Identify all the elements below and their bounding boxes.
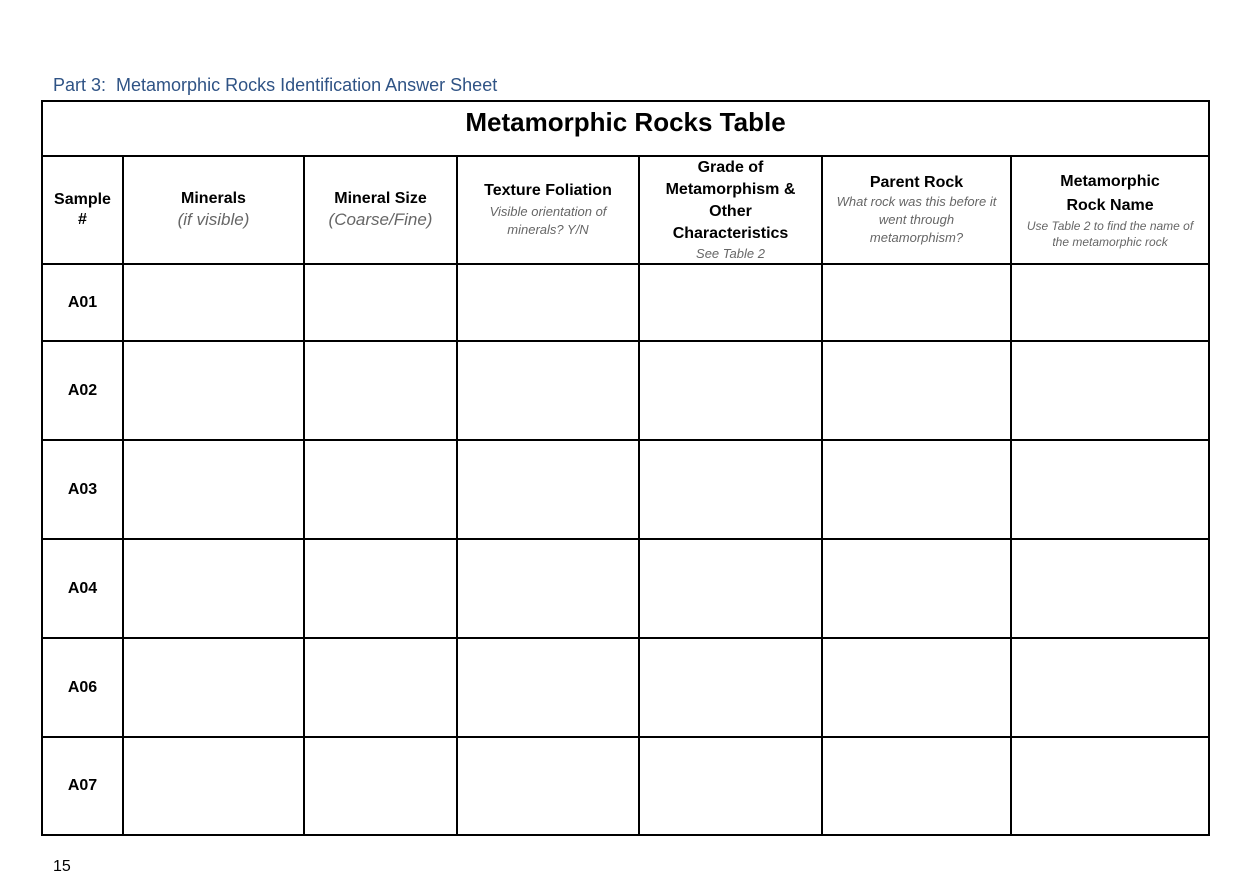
parent-rock-cell[interactable] [822, 539, 1011, 638]
rock-name-cell[interactable] [1011, 341, 1209, 440]
sample-id-cell: A02 [42, 341, 123, 440]
column-subtitle-minerals: (if visible) [177, 210, 250, 229]
grade-cell[interactable] [639, 737, 822, 835]
minerals-cell[interactable] [123, 440, 304, 539]
mineral-size-cell[interactable] [304, 737, 457, 835]
texture-cell[interactable] [457, 539, 639, 638]
rock-name-cell[interactable] [1011, 539, 1209, 638]
texture-cell[interactable] [457, 264, 639, 341]
grade-cell[interactable] [639, 638, 822, 737]
sample-id-cell: A04 [42, 539, 123, 638]
metamorphic-rocks-table [41, 100, 1210, 836]
rock-name-cell[interactable] [1011, 440, 1209, 539]
minerals-cell[interactable] [123, 638, 304, 737]
texture-cell[interactable] [457, 341, 639, 440]
table-row [42, 737, 1209, 835]
column-title-sample: Sample # [54, 191, 111, 228]
table-row [42, 440, 1209, 539]
page-heading: Part 3: Metamorphic Rocks Identification Answer Sheet [53, 75, 498, 95]
page-number: 15 [53, 858, 71, 875]
rock-name-cell[interactable] [1011, 264, 1209, 341]
rock-name-cell[interactable] [1011, 737, 1209, 835]
column-title-rock-name: Metamorphic Rock Name [1060, 173, 1160, 214]
sample-id-cell: A01 [42, 264, 123, 341]
column-title-parent-rock: Parent Rock [869, 174, 964, 191]
column-header-minerals [123, 156, 304, 264]
minerals-cell[interactable] [123, 539, 304, 638]
grade-cell[interactable] [639, 341, 822, 440]
column-header-mineral-size [304, 156, 457, 264]
table-title: Metamorphic Rocks Table [42, 101, 1209, 156]
mineral-size-cell[interactable] [304, 440, 457, 539]
column-header-sample [42, 156, 123, 264]
column-header-grade [639, 156, 822, 264]
mineral-size-cell[interactable] [304, 638, 457, 737]
column-title-texture: Texture Foliation [484, 182, 612, 199]
column-header-texture [457, 156, 639, 264]
parent-rock-cell[interactable] [822, 440, 1011, 539]
sample-id-cell: A06 [42, 638, 123, 737]
rock-name-cell[interactable] [1011, 638, 1209, 737]
grade-cell[interactable] [639, 440, 822, 539]
column-subtitle-mineral-size: (Coarse/Fine) [328, 210, 433, 229]
texture-cell[interactable] [457, 440, 639, 539]
column-header-parent-rock [822, 156, 1011, 264]
texture-cell[interactable] [457, 737, 639, 835]
column-title-minerals: Minerals [181, 190, 246, 207]
table-row [42, 638, 1209, 737]
grade-cell[interactable] [639, 264, 822, 341]
mineral-size-cell[interactable] [304, 341, 457, 440]
minerals-cell[interactable] [123, 737, 304, 835]
texture-cell[interactable] [457, 638, 639, 737]
column-title-grade: Grade of Metamorphism & Other Characteristics [665, 159, 796, 242]
parent-rock-cell[interactable] [822, 264, 1011, 341]
table-row [42, 539, 1209, 638]
parent-rock-cell[interactable] [822, 737, 1011, 835]
table-row [42, 341, 1209, 440]
mineral-size-cell[interactable] [304, 539, 457, 638]
column-subtitle-texture: Visible orientation of minerals? Y/N [489, 204, 607, 237]
column-subtitle-rock-name: Use Table 2 to find the name of the metamorphic rock [1026, 219, 1194, 249]
mineral-size-cell[interactable] [304, 264, 457, 341]
column-subtitle-grade: See Table 2 [696, 246, 765, 261]
column-header-rock-name [1011, 156, 1209, 264]
table-header-row [42, 156, 1209, 264]
table-row [42, 264, 1209, 341]
minerals-cell[interactable] [123, 341, 304, 440]
sample-id-cell: A03 [42, 440, 123, 539]
parent-rock-cell[interactable] [822, 638, 1011, 737]
minerals-cell[interactable] [123, 264, 304, 341]
grade-cell[interactable] [639, 539, 822, 638]
parent-rock-cell[interactable] [822, 341, 1011, 440]
column-title-mineral-size: Mineral Size [334, 190, 427, 207]
sample-id-cell: A07 [42, 737, 123, 835]
column-subtitle-parent-rock: What rock was this before it went through metamorphism? [836, 194, 997, 245]
